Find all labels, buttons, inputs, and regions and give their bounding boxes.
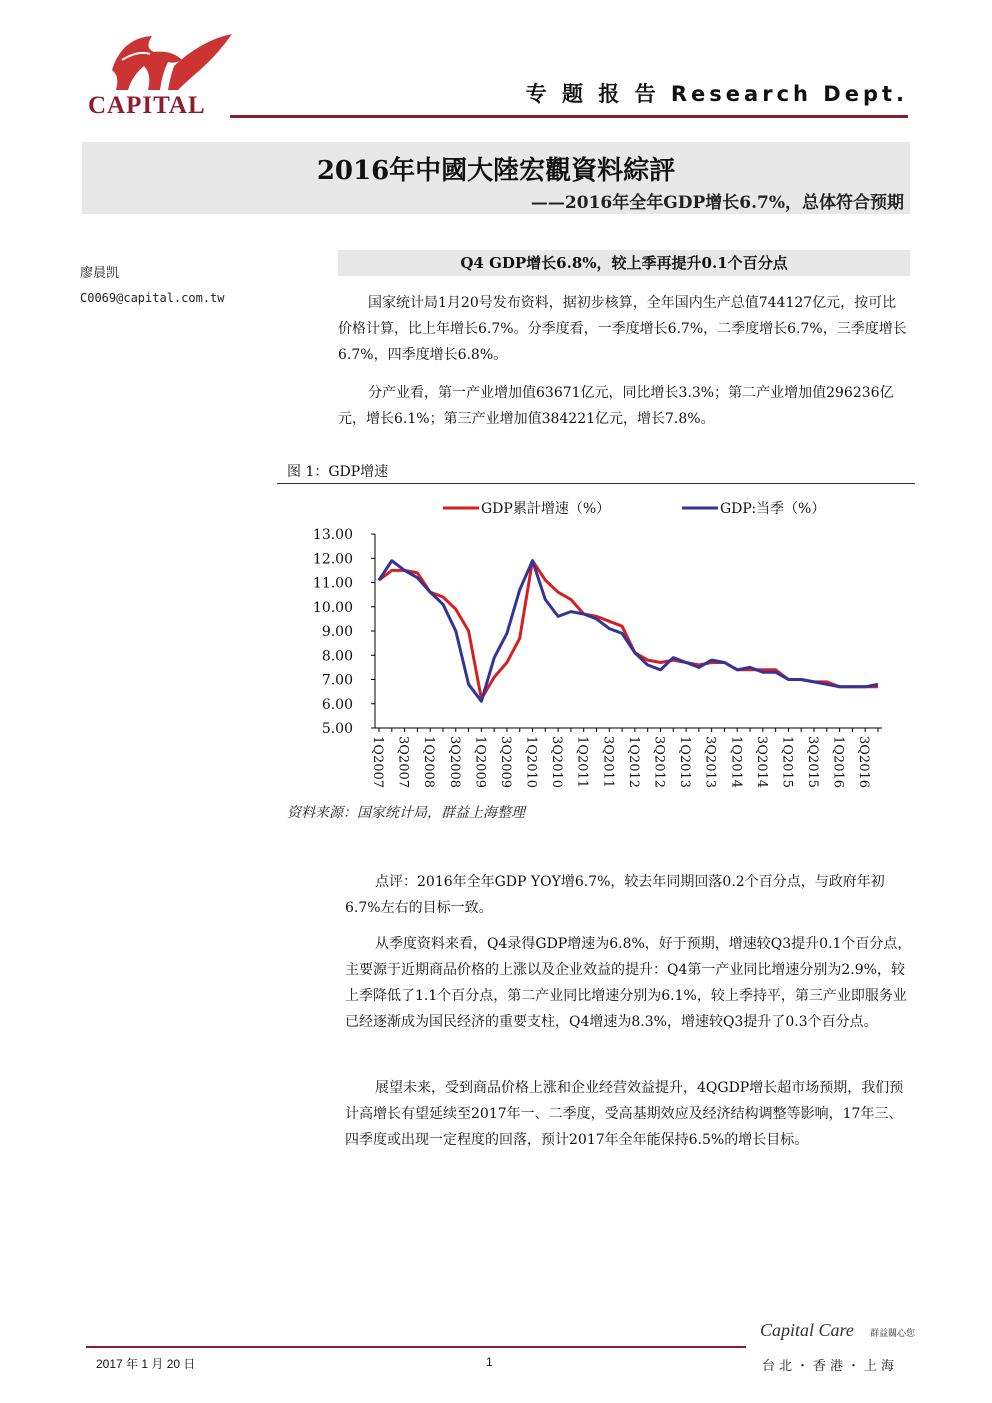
figure-divider [277,483,915,484]
footer-cities: 台北・香港・上海 [762,1359,899,1374]
footer-divider [86,1346,746,1348]
y-tick-label: 11.00 [312,575,353,592]
page-number: 1 [486,1355,493,1369]
paragraph: 分产业看，第一产业增加值63671亿元，同比增长3.3%；第二产业增加值296236亿元，增长6.1%；第三产业增加值384221亿元，增长7.8%。 [338,385,894,427]
report-subtitle: ——2016年全年GDP增长6.7%，总体符合预期 [530,193,904,213]
x-tick-label: 3Q2015 [805,736,821,789]
logo-wordmark: CAPITAL [88,92,206,119]
commentary-paragraph: 点评：2016年全年GDP YOY增6.7%，较去年同期回落0.2个百分点，与政府年初6.7%左右的目标一致。 [345,874,885,916]
commentary-paragraph: 从季度资料来看，Q4录得GDP增速为6.8%，好于预期，增速较Q3提升0.1个百分点，主要源于近期商品价格的上涨以及企业效益的提升：Q4第一产业同比增速分别为2.9%，较上季降低了1.1个百分点，第二产业同比增速分别为6.1%，较上季持平，第三产业即服务业已经逐渐成为国民经济的重要支柱，Q4增速为8.3%，增速较Q3提升了0.3个百分点。 [345,936,912,1030]
author-name: 廖晨凯 [80,266,120,281]
x-tick-label: 1Q2007 [370,736,385,789]
x-tick-label: 1Q2008 [421,736,437,789]
y-tick-label: 8.00 [321,648,353,665]
paragraph: 国家统计局1月20号发布资料，据初步核算，全年国内生产总值744127亿元，按可比价格计算，比上年增长6.7%。分季度看，一季度增长6.7%，二季度增长6.7%，三季度增长6.7%，四季度增长6.8%。 [338,295,907,363]
footer-date: 2017 年 1 月 20 日 [96,1357,196,1371]
y-tick-label: 9.00 [321,624,353,640]
footer-brand-tagline: 群益關心您 [870,1329,916,1339]
gdp-growth-chart [277,486,915,796]
x-tick-label: 3Q2012 [651,736,667,789]
x-tick-label: 3Q2007 [395,736,411,789]
y-tick-label: 7.00 [321,672,353,689]
x-tick-label: 3Q2014 [753,736,769,789]
report-title: 2016年中國大陸宏觀資料綜評 [316,156,676,186]
x-tick-label: 1Q2010 [523,736,539,789]
series-line-1 [379,561,878,702]
figure-label: 图 1：GDP增速 [287,464,389,480]
footer-brand: Capital Care [760,1320,854,1340]
x-tick-label: 1Q2011 [574,736,590,789]
x-tick-label: 1Q2012 [625,736,641,789]
figure-source: 资料来源：国家统计局，群益上海整理 [287,805,525,821]
x-tick-label: 3Q2008 [446,736,462,789]
author-email: C0069@capital.com.tw [80,291,225,305]
legend-label-1: GDP:当季（%） [720,501,826,517]
title-banner [82,142,910,214]
x-tick-label: 3Q2010 [549,736,565,789]
y-tick-label: 6.00 [321,696,353,713]
x-tick-label: 3Q2011 [600,736,616,789]
x-tick-label: 3Q2016 [856,736,872,789]
y-tick-label: 10.00 [312,599,353,616]
x-tick-label: 3Q2009 [497,736,513,789]
y-tick-label: 13.00 [312,527,353,543]
header-divider [230,115,908,118]
y-tick-label: 5.00 [321,721,353,737]
section-heading: Q4 GDP增长6.8%，较上季再提升0.1个百分点 [338,250,910,276]
x-tick-label: 3Q2013 [702,736,718,789]
x-tick-label: 1Q2009 [472,736,488,789]
legend-label-0: GDP累計增速（%） [481,501,611,517]
y-tick-label: 12.00 [312,551,353,568]
x-tick-label: 1Q2016 [830,736,846,789]
x-tick-label: 1Q2014 [728,736,744,789]
x-tick-label: 1Q2015 [779,736,795,789]
x-tick-label: 1Q2013 [677,736,693,789]
commentary-paragraph: 展望未来，受到商品价格上涨和企业经营效益提升，4QGDP增长超市场预期，我们预计高增长有望延续至2017年一、二季度，受高基期效应及经济结构调整等影响，17年三、四季度或出现一定程度的回落，预计2017年全年能保持6.5%的增长目标。 [345,1080,904,1148]
report-type-title: 专 题 报 告 Research Dept. [525,82,908,106]
